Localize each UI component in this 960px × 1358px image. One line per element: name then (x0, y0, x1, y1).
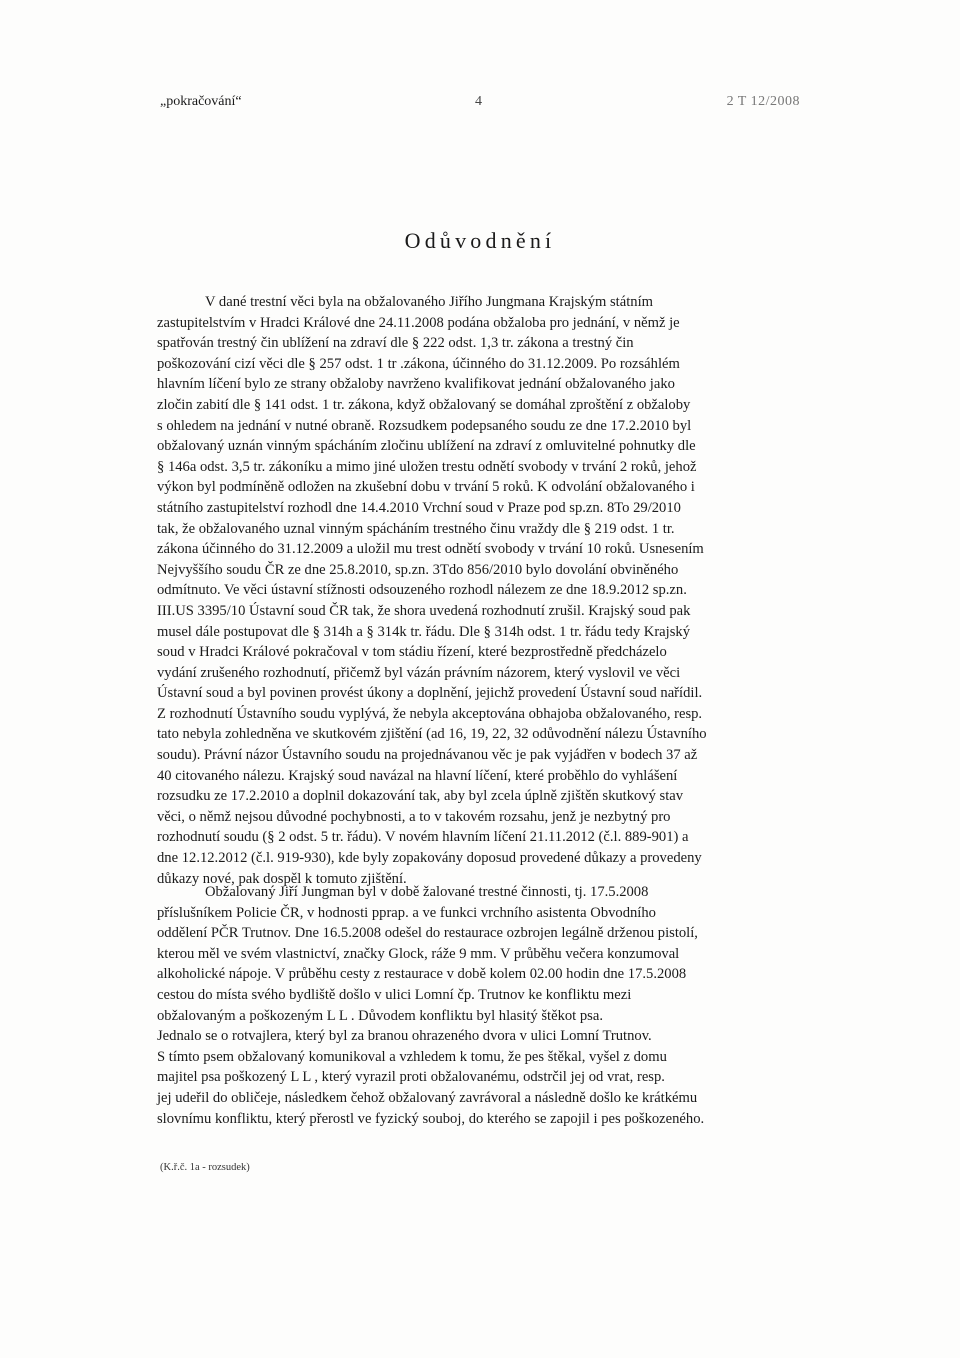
text-line: Ústavní soud a byl povinen provést úkony a doplnění, jejichž provedení Ústavní soud nařídil. (157, 685, 703, 702)
text-line: poškozování cizí věci dle § 257 odst. 1 tr .zákona, účinného do 31.12.2009. Po rozsáhlém (157, 355, 680, 372)
text-line: § 146a odst. 3,5 tr. zákoníku a mimo jiné uložen trestu odnětí svobody v trvání 2 roků, jehož (157, 458, 697, 475)
section-title: Odůvodnění (404, 228, 556, 253)
text-line: kterou měl ve svém vlastnictví, značky Glock, ráže 9 mm. V průběhu večera konzumoval (157, 945, 680, 962)
text-line: hlavním líčení bylo ze strany obžaloby navrženo kvalifikovat jednání obžalovaného jako (157, 376, 675, 393)
text-line: důkazy nové, pak dospěl k tomuto zjištění. (157, 870, 407, 887)
text-line: oddělení PČR Trutnov. Dne 16.5.2008 odešel do restaurace ozbrojen legálně drženou pistolí, (157, 925, 698, 942)
text-line: odmítnuto. Ve věci ústavní stížnosti odsouzeného rozhodl nálezem ze dne 18.9.2012 sp.zn. (157, 582, 687, 599)
paragraph-case-history (157, 292, 797, 889)
text-line: tato nebyla zohledněna ve skutkovém zjištění (ad 16, 19, 22, 32 odůvodnění nálezu Ústavního (157, 726, 707, 743)
text-line: Jednalo se o rotvajlera, který byl za branou ohrazeného dvora v ulici Lomní Trutnov. (157, 1028, 652, 1045)
form-reference: (K.ř.č. 1a - rozsudek) (160, 1162, 250, 1173)
text-line: obžalovaným a poškozeným L L . Důvodem konfliktu byl hlasitý štěkot psa. (157, 1007, 603, 1024)
text-line: rozhodnutí soudu (§ 2 odst. 5 tr. řádu). V novém hlavním líčení 21.11.2012 (č.l. 889-901) a (157, 829, 689, 846)
text-line: spatřován trestný čin ublížení na zdraví dle § 222 odst. 1,3 tr. zákona a trestný čin (157, 335, 634, 352)
text-line: Nejvyššího soudu ČR ze dne 25.8.2010, sp.zn. 3Tdo 856/2010 bylo dovolání obviněného (157, 561, 679, 578)
text-line: jej udeřil do obličeje, následkem čehož obžalovaný zavrávoral a následně došlo ke krátkému (157, 1089, 698, 1106)
text-line: státního zastupitelství rozhodl dne 14.4.2010 Vrchní soud v Praze pod sp.zn. 8To 29/2010 (157, 499, 681, 516)
text-line: majitel psa poškozený L L , který vyrazil proti obžalovanému, odstrčil jej od vrat, resp. (157, 1069, 665, 1086)
text-line: soud v Hradci Králové pokračoval v tom stádiu řízení, které bezprostředně předcházelo (157, 644, 667, 661)
text-line: s ohledem na jednání v nutné obraně. Rozsudkem podepsaného soudu ze dne 17.2.2010 byl (157, 417, 692, 434)
text-line: příslušníkem Policie ČR, v hodnosti pprap. a ve funkci vrchního asistenta Obvodního (157, 904, 656, 921)
text-line: rozsudku ze 17.2.2010 a doplnil dokazování tak, aby byl zcela úplně zjištěn skutkový stav (157, 788, 684, 805)
text-line: 40 citovaného nálezu. Krajský soud navázal na hlavní líčení, které proběhlo do vyhlášení (157, 767, 678, 784)
text-line: obžalovaný uznán vinným spácháním zločinu ublížení na zdraví z omluvitelné pohnutky dle (157, 438, 696, 455)
paragraph-facts (157, 882, 797, 1129)
text-line: tak, že obžalovaného uznal vinným spácháním trestného činu vraždy dle § 219 odst. 1 tr. (157, 520, 675, 537)
text-line: III.US 3395/10 Ústavní soud ČR tak, že shora uvedená rozhodnutí zrušil. Krajský soud pak (157, 602, 691, 619)
text-line: vydání zrušeného rozhodnutí, přičemž byl vázán právním názorem, který vyslovil ve věci (157, 664, 681, 681)
text-line: dne 12.12.2012 (č.l. 919-930), kde byly zopakovány doposud provedené důkazy a provedeny (157, 850, 702, 867)
text-line: alkoholické nápoje. V průběhu cesty z restaurace v době kolem 02.00 hodin dne 17.5.2008 (157, 966, 687, 983)
text-line: zákona účinného do 31.12.2009 a uložil mu trest odnětí svobody v trvání 10 roků. Usnesením (157, 541, 704, 558)
text-line: výkon byl podmíněně odložen na zkušební dobu v trvání 5 roků. K odvolání obžalovaného i (157, 479, 695, 496)
text-line: Z rozhodnutí Ústavního soudu vyplývá, že nebyla akceptována obhajoba obžalovaného, resp. (157, 705, 703, 722)
case-number: 2 T 12/2008 (726, 94, 800, 109)
text-line: soudu). Právní názor Ústavního soudu na projednávanou věc je pak vyjádřen v bodech 37 až (157, 747, 698, 764)
page-number: 4 (475, 94, 482, 109)
text-line: V dané trestní věci byla na obžalovaného Jiřího Jungmana Krajským státním (205, 294, 653, 310)
text-line: zastupitelstvím v Hradci Králové dne 24.11.2008 podána obžaloba pro jednání, v němž je (157, 314, 680, 331)
text-line: musel dále postupovat dle § 314h a § 314k tr. řádu. Dle § 314h odst. 1 tr. řádu tedy Krajský (157, 623, 690, 640)
text-line: Obžalovaný Jiří Jungman byl v době žalované trestné činnosti, tj. 17.5.2008 (205, 884, 649, 900)
text-line: věci, o němž nejsou důvodné pochybnosti, a to v takovém rozsahu, jenž je nezbytný pro (157, 808, 671, 825)
page-header (160, 94, 800, 116)
header-continuation: „pokračování“ (160, 94, 242, 109)
text-line: cestou do místa svého bydliště došlo v ulici Lomní čp. Trutnov ke konfliktu mezi (157, 986, 632, 1003)
text-line: slovnímu konfliktu, který přerostl ve fyzický souboj, do kterého se zapojil i pes poškozeného. (157, 1110, 705, 1127)
text-line: S tímto psem obžalovaný komunikoval a vzhledem k tomu, že pes štěkal, vyšel z domu (157, 1048, 667, 1065)
text-line: zločin zabití dle § 141 odst. 1 tr. zákona, když obžalovaný se domáhal zproštění z obžaloby (157, 396, 691, 413)
